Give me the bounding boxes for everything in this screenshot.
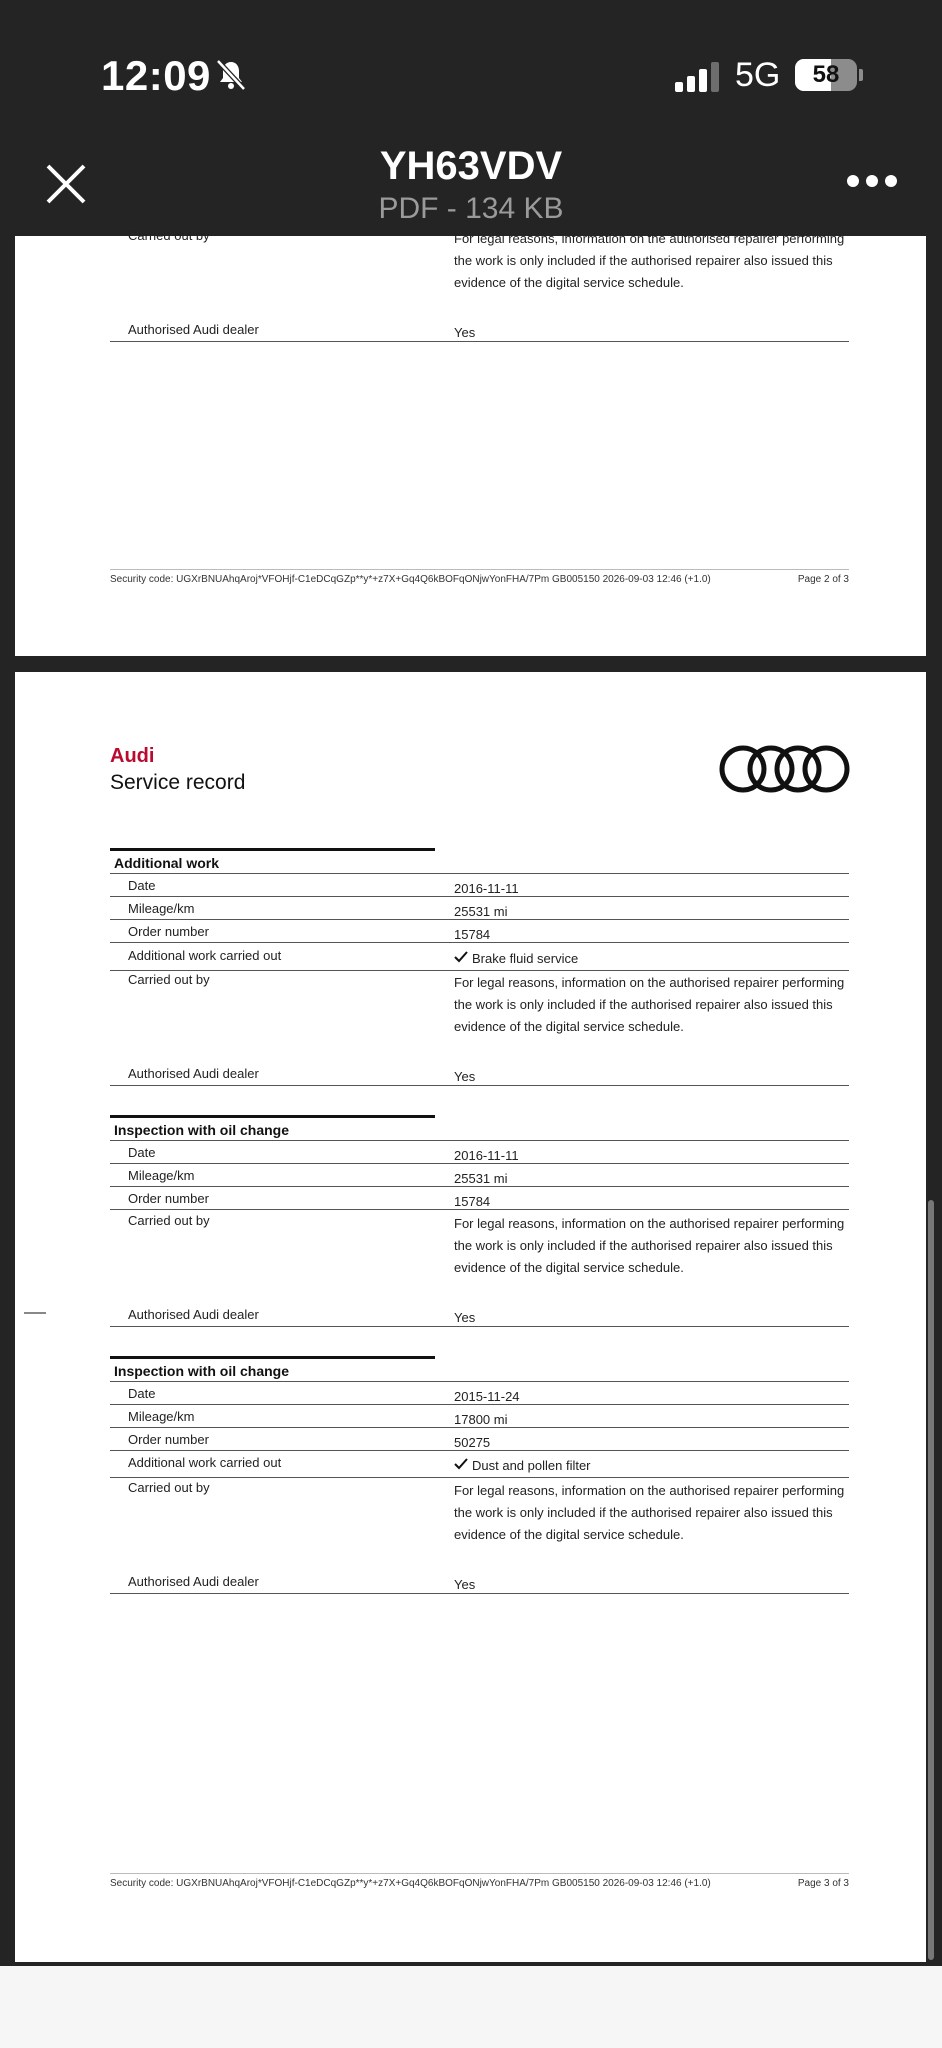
carried-out-row [110,1480,849,1550]
order-value: 15784 [454,1194,491,1209]
network-type: 5G [735,56,781,94]
divider [110,970,849,971]
status-bar [0,0,942,150]
security-code: Security code: UGXrBNUAhqAroj*VFOHjf-C1eDCqGZp**y*+z7X+Gq4Q6kBOFqONjwYonFHA/7Pm GB005150 2026-09-03 12:46 (+1.0) [110,574,711,585]
order-label: Order number [128,1191,209,1206]
mileage-value: 25531 mi [454,904,508,919]
page-number: Page 3 of 3 [797,1878,849,1889]
additional-label: Additional work carried out [128,1455,282,1470]
page-number: Page 2 of 3 [797,574,849,585]
section-title: Inspection with oil change [114,1363,290,1379]
pdf-page-3 [15,672,926,1962]
dealer-label: Authorised Audi dealer [128,322,259,337]
checkmark-icon [454,951,468,963]
carried-out-row [110,972,849,1042]
carried-out-label: Carried out by [128,228,210,243]
divider [110,1404,849,1405]
carried-out-row [110,228,849,298]
dealer-value: Yes [454,1310,476,1325]
brand-name: Audi [110,745,155,767]
order-value: 15784 [454,927,491,942]
divider [110,1381,849,1382]
battery-icon [795,59,857,91]
mileage-label: Mileage/km [128,901,195,916]
section-title: Additional work [114,855,219,871]
additional-text: Dust and pollen filter [472,1458,591,1473]
section-bar [110,1115,435,1118]
divider [110,873,849,874]
security-code: Security code: UGXrBNUAhqAroj*VFOHjf-C1eDCqGZp**y*+z7X+Gq4Q6kBOFqONjwYonFHA/7Pm GB005150 2026-09-03 12:46 (+1.0) [110,1878,711,1889]
divider [110,1209,849,1210]
date-value: 2016-11-11 [454,881,519,896]
status-time: 12:09 [101,52,211,99]
document-title: YH63VDV [379,144,563,188]
page-edge-marker [24,1312,46,1314]
bottom-area [0,1966,942,2048]
divider [110,1477,849,1478]
divider [110,1140,849,1141]
carried-out-label: Carried out by [128,972,210,987]
dealer-value: Yes [454,1577,476,1592]
section-title: Inspection with oil change [114,1122,290,1138]
mileage-label: Mileage/km [128,1168,195,1183]
carried-out-text: For legal reasons, information on the authorised repairer performing the work is only included if the authorised repairer also issued this evidence of the digital service schedule. [454,1483,845,1542]
signal-icon [675,62,721,92]
section-bar [110,848,435,851]
battery-tip [859,69,863,81]
additional-value [454,1455,849,1477]
additional-label: Additional work carried out [128,948,282,963]
additional-value [454,948,849,970]
bell-slash-icon [214,58,248,92]
additional-text: Brake fluid service [472,951,579,966]
scrollbar[interactable] [928,1200,934,1960]
carried-out-row [110,1213,849,1283]
order-value: 50275 [454,1435,491,1450]
mileage-value: 17800 mi [454,1412,508,1427]
divider [110,1593,849,1594]
order-label: Order number [128,1432,209,1447]
viewer-header [0,140,942,236]
dealer-label: Authorised Audi dealer [128,1574,259,1589]
divider [110,1186,849,1187]
carried-out-text: For legal reasons, information on the authorised repairer performing the work is only included if the authorised repairer also issued this evidence of the digital service schedule. [454,231,845,290]
document-subtitle: PDF - 134 KB [378,192,564,225]
mileage-value: 25531 mi [454,1171,508,1186]
page-footer [110,574,849,585]
divider [110,1450,849,1451]
carried-out-label: Carried out by [128,1480,210,1495]
checkmark-icon [454,1458,468,1470]
divider [110,919,849,920]
section-bar [110,1356,435,1359]
date-value: 2015-11-24 [454,1389,520,1404]
carried-out-text: For legal reasons, information on the authorised repairer performing the work is only included if the authorised repairer also issued this evidence of the digital service schedule. [454,1216,845,1275]
divider [110,1326,849,1327]
date-label: Date [128,1145,156,1160]
mileage-label: Mileage/km [128,1409,195,1424]
divider [110,1085,849,1086]
dealer-label: Authorised Audi dealer [128,1307,259,1322]
audi-rings-icon [718,744,851,794]
date-label: Date [128,878,156,893]
dealer-value: Yes [454,1069,476,1084]
dealer-value: Yes [454,325,476,340]
pdf-page-2 [15,228,926,656]
page-heading: Service record [110,771,246,794]
date-value: 2016-11-11 [454,1148,519,1163]
divider [110,1427,849,1428]
date-label: Date [128,1386,156,1401]
divider [110,896,849,897]
page-footer [110,1878,849,1889]
footer-divider [110,1873,849,1874]
order-label: Order number [128,924,209,939]
footer-divider [110,569,849,570]
divider [110,942,849,943]
divider [110,341,849,342]
carried-out-label: Carried out by [128,1213,210,1228]
battery-level: 58 [812,61,840,88]
dealer-label: Authorised Audi dealer [128,1066,259,1081]
divider [110,1163,849,1164]
carried-out-text: For legal reasons, information on the authorised repairer performing the work is only included if the authorised repairer also issued this evidence of the digital service schedule. [454,975,845,1034]
more-icon[interactable] [846,174,898,188]
